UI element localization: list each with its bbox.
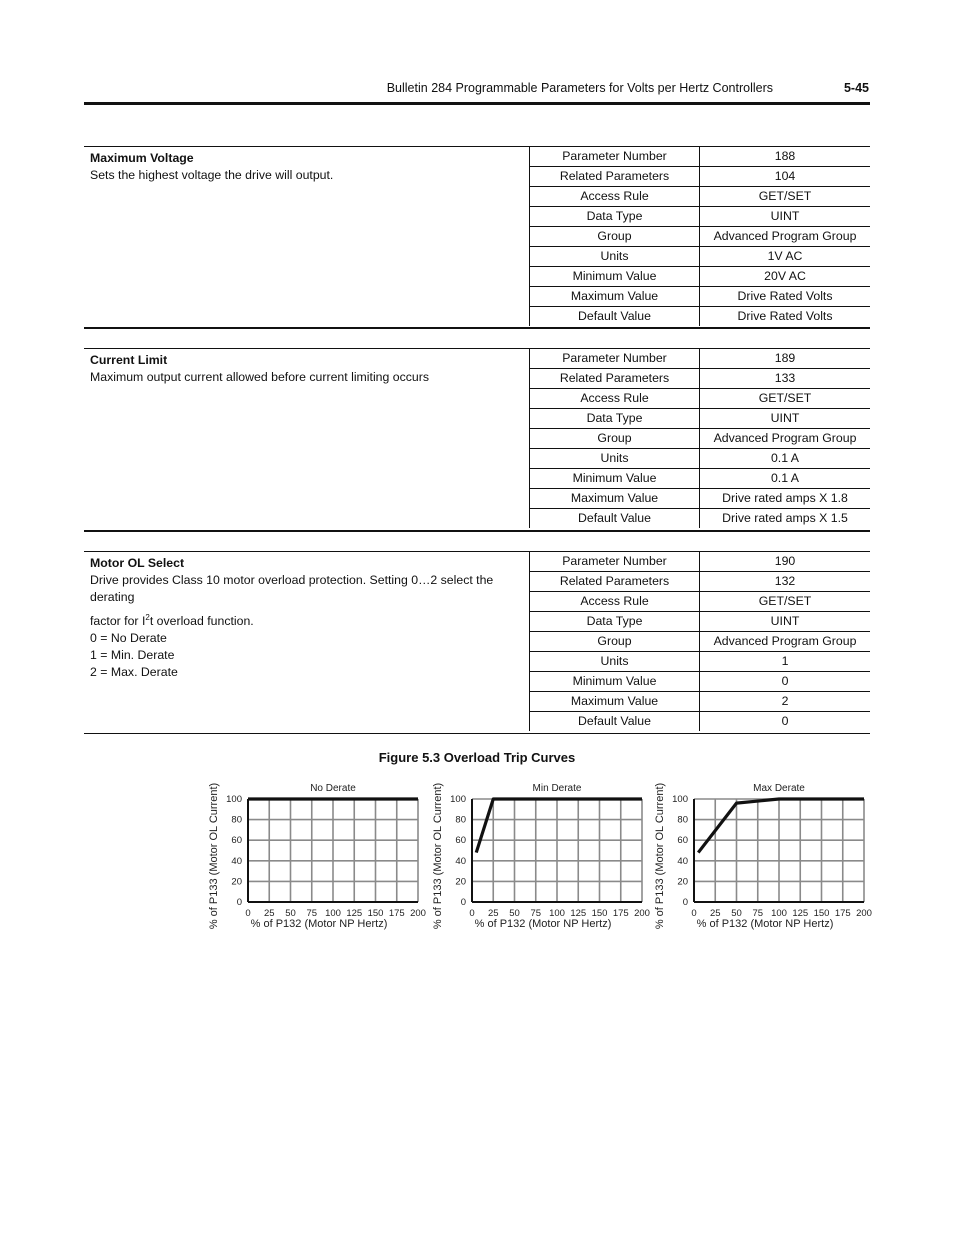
- x-axis-label: % of P132 (Motor NP Hertz): [696, 918, 834, 930]
- x-tick-label: 150: [813, 908, 830, 919]
- parameter-label: Data Type: [530, 409, 700, 429]
- x-tick-label: 0: [245, 908, 251, 919]
- parameter-value: 190: [700, 552, 871, 572]
- y-tick-label: 80: [677, 814, 688, 826]
- parameter-row: [530, 712, 871, 732]
- page-header: [84, 78, 870, 105]
- parameter-table: [529, 551, 870, 731]
- parameter-value: 1V AC: [700, 247, 871, 267]
- description-fragment: t overload function.: [149, 614, 254, 629]
- parameter-label: Units: [530, 652, 700, 672]
- parameter-row: [530, 632, 871, 652]
- y-tick-label: 0: [236, 897, 242, 908]
- x-axis-label: % of P132 (Motor NP Hertz): [250, 918, 388, 930]
- parameter-label: Maximum Value: [530, 287, 700, 307]
- parameter-label: Maximum Value: [530, 489, 700, 509]
- y-axis-label: % of P133 (Motor OL Current): [432, 782, 444, 930]
- x-tick-label: 175: [612, 908, 629, 919]
- parameter-label: Access Rule: [530, 592, 700, 612]
- parameter-value: 1: [700, 652, 871, 672]
- x-tick-label: 150: [367, 908, 384, 919]
- parameter-value: Drive rated amps X 1.5: [700, 509, 871, 529]
- page-number: 5-45: [843, 81, 869, 95]
- chart-title: Min Derate: [532, 783, 582, 794]
- parameter-value: 20V AC: [700, 267, 871, 287]
- parameter-value: Drive Rated Volts: [700, 287, 871, 307]
- parameter-value: 0: [700, 672, 871, 692]
- parameter-label: Related Parameters: [530, 167, 700, 187]
- parameter-label: Maximum Value: [530, 692, 700, 712]
- parameter-row: [530, 167, 871, 187]
- y-tick-label: 100: [672, 794, 688, 805]
- parameter-row: [530, 592, 871, 612]
- trip-curve-chart-no-derate: [204, 778, 429, 938]
- chart-title: Max Derate: [753, 783, 805, 794]
- y-tick-label: 60: [231, 835, 242, 847]
- parameter-table: [529, 146, 870, 326]
- parameter-row: [530, 287, 871, 307]
- parameter-value: UINT: [700, 409, 871, 429]
- x-tick-label: 0: [469, 908, 475, 919]
- x-tick-label: 200: [856, 908, 872, 919]
- x-tick-label: 125: [792, 908, 809, 919]
- x-tick-label: 100: [549, 908, 565, 919]
- parameter-row: [530, 469, 871, 489]
- parameter-label: Minimum Value: [530, 267, 700, 287]
- parameter-value: Drive rated amps X 1.8: [700, 489, 871, 509]
- x-tick-label: 75: [530, 908, 542, 919]
- x-tick-label: 50: [731, 908, 742, 919]
- parameter-block-maximum-voltage: [84, 146, 870, 329]
- x-tick-label: 50: [509, 908, 520, 919]
- parameter-label: Minimum Value: [530, 469, 700, 489]
- y-tick-label: 80: [455, 814, 466, 826]
- y-tick-label: 20: [455, 876, 466, 888]
- parameter-row: [530, 409, 871, 429]
- parameter-label: Default Value: [530, 307, 700, 327]
- figure-caption: Figure 5.3 Overload Trip Curves: [378, 750, 576, 765]
- chart-title: No Derate: [310, 783, 356, 794]
- parameter-value: 0: [700, 712, 871, 732]
- parameter-table: [529, 348, 870, 528]
- parameter-title: Motor OL Select: [90, 556, 185, 570]
- parameter-value: GET/SET: [700, 187, 871, 207]
- y-axis-label: % of P133 (Motor OL Current): [208, 782, 220, 930]
- trip-curve-chart-min-derate: [428, 778, 653, 938]
- parameter-label: Group: [530, 429, 700, 449]
- parameter-description-text: [90, 609, 524, 630]
- parameter-label: Data Type: [530, 612, 700, 632]
- parameter-label: Access Rule: [530, 187, 700, 207]
- x-tick-label: 75: [752, 908, 764, 919]
- x-tick-label: 175: [388, 908, 405, 919]
- description-fragment: factor for I: [90, 614, 146, 629]
- parameter-row: [530, 429, 871, 449]
- y-tick-label: 0: [460, 897, 466, 908]
- parameter-row: [530, 307, 871, 327]
- x-tick-label: 125: [570, 908, 587, 919]
- x-tick-label: 0: [691, 908, 697, 919]
- parameter-description-text: Drive provides Class 10 motor overload protection. Setting 0…2 select the derating: [90, 573, 494, 604]
- x-tick-label: 125: [346, 908, 363, 919]
- x-axis-label: % of P132 (Motor NP Hertz): [474, 918, 612, 930]
- option-line: 2 = Max. Derate: [90, 665, 178, 680]
- parameter-label: Parameter Number: [530, 349, 700, 369]
- x-tick-label: 200: [410, 908, 426, 919]
- option-line: 0 = No Derate: [90, 631, 167, 646]
- x-tick-label: 25: [487, 908, 499, 919]
- parameter-row: [530, 349, 871, 369]
- parameter-label: Related Parameters: [530, 572, 700, 592]
- x-tick-label: 25: [709, 908, 721, 919]
- y-tick-label: 20: [677, 876, 688, 888]
- parameter-value: 189: [700, 349, 871, 369]
- y-tick-label: 40: [455, 855, 466, 867]
- y-tick-label: 20: [231, 876, 242, 888]
- parameter-row: [530, 692, 871, 712]
- x-tick-label: 50: [285, 908, 296, 919]
- x-tick-label: 150: [591, 908, 608, 919]
- parameter-label: Related Parameters: [530, 369, 700, 389]
- parameter-row: [530, 552, 871, 572]
- chart-svg: [650, 778, 875, 938]
- parameter-label: Parameter Number: [530, 552, 700, 572]
- parameter-row: [530, 247, 871, 267]
- parameter-value: UINT: [700, 207, 871, 227]
- parameter-row: [530, 147, 871, 167]
- parameter-value: 0.1 A: [700, 449, 871, 469]
- y-tick-label: 60: [677, 835, 688, 847]
- x-tick-label: 75: [306, 908, 318, 919]
- superscript: 2: [145, 613, 150, 622]
- parameter-value: 132: [700, 572, 871, 592]
- parameter-row: [530, 572, 871, 592]
- parameter-value: 104: [700, 167, 871, 187]
- parameter-description: [90, 150, 524, 184]
- parameter-label: Units: [530, 449, 700, 469]
- option-line: 1 = Min. Derate: [90, 648, 175, 663]
- parameter-label: Group: [530, 632, 700, 652]
- x-tick-label: 175: [834, 908, 851, 919]
- x-tick-label: 100: [325, 908, 341, 919]
- parameter-row: [530, 227, 871, 247]
- parameter-value: UINT: [700, 612, 871, 632]
- parameter-label: Minimum Value: [530, 672, 700, 692]
- parameter-row: [530, 267, 871, 287]
- y-tick-label: 60: [455, 835, 466, 847]
- parameter-row: [530, 612, 871, 632]
- x-tick-label: 200: [634, 908, 650, 919]
- parameter-row: [530, 652, 871, 672]
- parameter-description-text: Maximum output current allowed before current limiting occurs: [90, 370, 429, 384]
- parameter-description: [90, 555, 524, 681]
- parameter-value: 0.1 A: [700, 469, 871, 489]
- header-title: Bulletin 284 Programmable Parameters for Volts per Hertz Controllers: [386, 81, 773, 95]
- parameter-row: [530, 672, 871, 692]
- parameter-value: Advanced Program Group: [700, 227, 871, 247]
- parameter-value: Advanced Program Group: [700, 429, 871, 449]
- trip-curve-line: [476, 799, 642, 853]
- parameter-value: Advanced Program Group: [700, 632, 871, 652]
- parameter-row: [530, 489, 871, 509]
- parameter-description-text: Sets the highest voltage the drive will output.: [90, 168, 334, 182]
- parameter-row: [530, 449, 871, 469]
- y-tick-label: 80: [231, 814, 242, 826]
- parameter-label: Parameter Number: [530, 147, 700, 167]
- trip-curve-chart-max-derate: [650, 778, 875, 938]
- parameter-description: [90, 352, 524, 386]
- parameter-row: [530, 187, 871, 207]
- y-tick-label: 0: [682, 897, 688, 908]
- parameter-label: Access Rule: [530, 389, 700, 409]
- parameter-label: Data Type: [530, 207, 700, 227]
- trip-curve-line: [698, 799, 864, 853]
- parameter-row: [530, 369, 871, 389]
- parameter-value: GET/SET: [700, 592, 871, 612]
- parameter-title: Maximum Voltage: [90, 151, 194, 165]
- parameter-label: Default Value: [530, 509, 700, 529]
- parameter-block-current-limit: [84, 348, 870, 532]
- parameter-value: GET/SET: [700, 389, 871, 409]
- y-tick-label: 100: [226, 794, 242, 805]
- chart-svg: [428, 778, 653, 938]
- x-tick-label: 100: [771, 908, 787, 919]
- parameter-block-motor-ol-select: [84, 551, 870, 734]
- chart-svg: [204, 778, 429, 938]
- parameter-value: 2: [700, 692, 871, 712]
- y-tick-label: 40: [231, 855, 242, 867]
- parameter-value: Drive Rated Volts: [700, 307, 871, 327]
- parameter-label: Default Value: [530, 712, 700, 732]
- x-tick-label: 25: [263, 908, 275, 919]
- parameter-row: [530, 389, 871, 409]
- parameter-row: [530, 207, 871, 227]
- parameter-value: 133: [700, 369, 871, 389]
- y-tick-label: 40: [677, 855, 688, 867]
- parameter-label: Units: [530, 247, 700, 267]
- parameter-value: 188: [700, 147, 871, 167]
- y-tick-label: 100: [450, 794, 466, 805]
- parameter-row: [530, 509, 871, 529]
- y-axis-label: % of P133 (Motor OL Current): [654, 782, 666, 930]
- parameter-title: Current Limit: [90, 353, 168, 367]
- parameter-label: Group: [530, 227, 700, 247]
